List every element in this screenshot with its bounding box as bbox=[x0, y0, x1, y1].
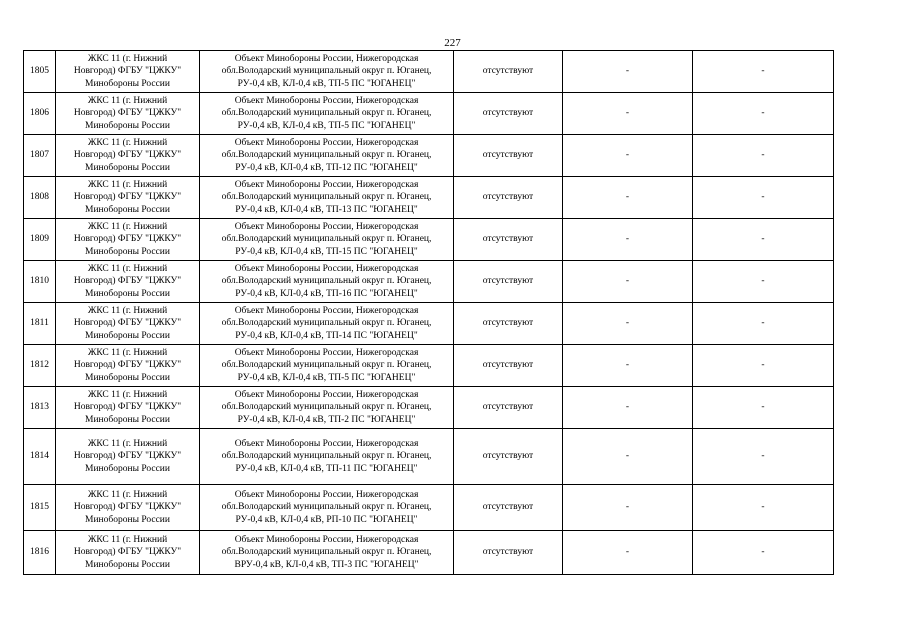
dash-cell: - bbox=[563, 429, 693, 485]
owner-line: Минобороны России bbox=[85, 162, 170, 173]
status-cell: отсутствуют bbox=[454, 219, 563, 261]
dash-cell: - bbox=[693, 387, 834, 429]
object-line: обл.Володарский муниципальный округ п. Юганец, bbox=[221, 276, 432, 287]
dash-cell: - bbox=[693, 135, 834, 177]
status-cell: отсутствуют bbox=[454, 135, 563, 177]
table-row bbox=[24, 219, 834, 261]
owner-line: Минобороны России bbox=[85, 246, 170, 257]
object-line: обл.Володарский муниципальный округ п. Юганец, bbox=[221, 402, 432, 413]
registry-table-body bbox=[24, 51, 834, 575]
owner-line: Новгород) ФГБУ "ЦЖКУ" bbox=[73, 402, 182, 413]
dash-cell: - bbox=[693, 51, 834, 93]
owner-line: Новгород) ФГБУ "ЦЖКУ" bbox=[73, 502, 182, 513]
owner-line: Новгород) ФГБУ "ЦЖКУ" bbox=[73, 66, 182, 77]
dash-cell: - bbox=[693, 177, 834, 219]
row-number-cell: 1809 bbox=[24, 219, 56, 261]
object-line: РУ-0,4 кВ, КЛ-0,4 кВ, ТП-5 ПС "ЮГАНЕЦ" bbox=[237, 120, 416, 131]
table-row bbox=[24, 387, 834, 429]
owner-line: ЖКС 11 (г. Нижний bbox=[87, 137, 168, 148]
owner-cell bbox=[56, 93, 200, 135]
dash-cell: - bbox=[693, 261, 834, 303]
row-number-cell: 1808 bbox=[24, 177, 56, 219]
status-cell: отсутствуют bbox=[454, 303, 563, 345]
object-line: Объект Минобороны России, Нижегородская bbox=[234, 221, 419, 232]
object-line: обл.Володарский муниципальный округ п. Юганец, bbox=[221, 318, 432, 329]
object-line: РУ-0,4 кВ, КЛ-0,4 кВ, ТП-2 ПС "ЮГАНЕЦ" bbox=[237, 414, 416, 425]
owner-line: Минобороны России bbox=[85, 330, 170, 341]
owner-cell bbox=[56, 387, 200, 429]
owner-line: Минобороны России bbox=[85, 514, 170, 525]
dash-cell: - bbox=[693, 93, 834, 135]
owner-line: Минобороны России bbox=[85, 372, 170, 383]
status-cell: отсутствуют bbox=[454, 387, 563, 429]
object-cell bbox=[200, 261, 454, 303]
row-number-cell: 1810 bbox=[24, 261, 56, 303]
owner-line: ЖКС 11 (г. Нижний bbox=[87, 438, 168, 449]
object-line: РУ-0,4 кВ, КЛ-0,4 кВ, ТП-5 ПС "ЮГАНЕЦ" bbox=[237, 372, 416, 383]
dash-cell: - bbox=[563, 219, 693, 261]
owner-line: ЖКС 11 (г. Нижний bbox=[87, 489, 168, 500]
row-number-cell: 1813 bbox=[24, 387, 56, 429]
object-line: обл.Володарский муниципальный округ п. Юганец, bbox=[221, 502, 432, 513]
owner-line: Минобороны России bbox=[85, 204, 170, 215]
object-line: РУ-0,4 кВ, КЛ-0,4 кВ, ТП-11 ПС "ЮГАНЕЦ" bbox=[235, 463, 418, 474]
owner-line: Новгород) ФГБУ "ЦЖКУ" bbox=[73, 276, 182, 287]
object-cell bbox=[200, 387, 454, 429]
object-cell bbox=[200, 93, 454, 135]
owner-line: Минобороны России bbox=[85, 463, 170, 474]
table-row bbox=[24, 261, 834, 303]
row-number-cell: 1811 bbox=[24, 303, 56, 345]
registry-table bbox=[23, 50, 834, 575]
row-number-cell: 1814 bbox=[24, 429, 56, 485]
object-line: РУ-0,4 кВ, КЛ-0,4 кВ, РП-10 ПС "ЮГАНЕЦ" bbox=[235, 514, 418, 525]
status-cell: отсутствуют bbox=[454, 93, 563, 135]
object-line: обл.Володарский муниципальный округ п. Юганец, bbox=[221, 66, 432, 77]
dash-cell: - bbox=[563, 51, 693, 93]
object-line: обл.Володарский муниципальный округ п. Юганец, bbox=[221, 150, 432, 161]
object-line: Объект Минобороны России, Нижегородская bbox=[234, 389, 419, 400]
table-row bbox=[24, 429, 834, 485]
dash-cell: - bbox=[693, 303, 834, 345]
object-cell bbox=[200, 135, 454, 177]
owner-line: ЖКС 11 (г. Нижний bbox=[87, 263, 168, 274]
object-line: Объект Минобороны России, Нижегородская bbox=[234, 534, 419, 545]
object-line: РУ-0,4 кВ, КЛ-0,4 кВ, ТП-15 ПС "ЮГАНЕЦ" bbox=[235, 246, 418, 257]
owner-cell bbox=[56, 303, 200, 345]
object-cell bbox=[200, 345, 454, 387]
row-number-cell: 1815 bbox=[24, 485, 56, 531]
status-cell: отсутствуют bbox=[454, 261, 563, 303]
row-number-cell: 1816 bbox=[24, 531, 56, 575]
table-row bbox=[24, 93, 834, 135]
object-cell bbox=[200, 303, 454, 345]
table-row bbox=[24, 135, 834, 177]
object-cell bbox=[200, 485, 454, 531]
status-cell: отсутствуют bbox=[454, 531, 563, 575]
row-number-cell: 1812 bbox=[24, 345, 56, 387]
row-number-cell: 1807 bbox=[24, 135, 56, 177]
owner-line: Новгород) ФГБУ "ЦЖКУ" bbox=[73, 234, 182, 245]
object-cell bbox=[200, 51, 454, 93]
owner-cell bbox=[56, 429, 200, 485]
object-line: Объект Минобороны России, Нижегородская bbox=[234, 53, 419, 64]
table-row bbox=[24, 51, 834, 93]
owner-cell bbox=[56, 531, 200, 575]
object-cell bbox=[200, 531, 454, 575]
object-line: РУ-0,4 кВ, КЛ-0,4 кВ, ТП-13 ПС "ЮГАНЕЦ" bbox=[235, 204, 418, 215]
owner-cell bbox=[56, 177, 200, 219]
object-line: Объект Минобороны России, Нижегородская bbox=[234, 489, 419, 500]
owner-line: ЖКС 11 (г. Нижний bbox=[87, 305, 168, 316]
status-cell: отсутствуют bbox=[454, 429, 563, 485]
owner-line: Новгород) ФГБУ "ЦЖКУ" bbox=[73, 547, 182, 558]
owner-line: Минобороны России bbox=[85, 559, 170, 570]
dash-cell: - bbox=[693, 531, 834, 575]
owner-cell bbox=[56, 261, 200, 303]
dash-cell: - bbox=[563, 387, 693, 429]
dash-cell: - bbox=[563, 485, 693, 531]
object-line: обл.Володарский муниципальный округ п. Юганец, bbox=[221, 108, 432, 119]
owner-line: Новгород) ФГБУ "ЦЖКУ" bbox=[73, 108, 182, 119]
object-line: РУ-0,4 кВ, КЛ-0,4 кВ, ТП-5 ПС "ЮГАНЕЦ" bbox=[237, 78, 416, 89]
owner-cell bbox=[56, 485, 200, 531]
table-row bbox=[24, 345, 834, 387]
owner-line: Минобороны России bbox=[85, 120, 170, 131]
table-row bbox=[24, 485, 834, 531]
object-line: РУ-0,4 кВ, КЛ-0,4 кВ, ТП-16 ПС "ЮГАНЕЦ" bbox=[235, 288, 418, 299]
owner-cell bbox=[56, 219, 200, 261]
object-line: Объект Минобороны России, Нижегородская bbox=[234, 347, 419, 358]
owner-line: Минобороны России bbox=[85, 78, 170, 89]
object-line: Объект Минобороны России, Нижегородская bbox=[234, 179, 419, 190]
row-number-cell: 1806 bbox=[24, 93, 56, 135]
owner-line: ЖКС 11 (г. Нижний bbox=[87, 221, 168, 232]
object-line: обл.Володарский муниципальный округ п. Юганец, bbox=[221, 360, 432, 371]
owner-line: Минобороны России bbox=[85, 288, 170, 299]
owner-line: Новгород) ФГБУ "ЦЖКУ" bbox=[73, 318, 182, 329]
status-cell: отсутствуют bbox=[454, 51, 563, 93]
row-number-cell: 1805 bbox=[24, 51, 56, 93]
dash-cell: - bbox=[693, 345, 834, 387]
object-cell bbox=[200, 219, 454, 261]
object-line: Объект Минобороны России, Нижегородская bbox=[234, 305, 419, 316]
dash-cell: - bbox=[563, 345, 693, 387]
object-line: Объект Минобороны России, Нижегородская bbox=[234, 438, 419, 449]
object-cell bbox=[200, 177, 454, 219]
object-line: обл.Володарский муниципальный округ п. Юганец, bbox=[221, 547, 432, 558]
owner-line: ЖКС 11 (г. Нижний bbox=[87, 95, 168, 106]
dash-cell: - bbox=[563, 93, 693, 135]
dash-cell: - bbox=[693, 485, 834, 531]
owner-line: Новгород) ФГБУ "ЦЖКУ" bbox=[73, 192, 182, 203]
owner-line: Новгород) ФГБУ "ЦЖКУ" bbox=[73, 150, 182, 161]
table-row bbox=[24, 531, 834, 575]
object-line: РУ-0,4 кВ, КЛ-0,4 кВ, ТП-12 ПС "ЮГАНЕЦ" bbox=[235, 162, 418, 173]
object-line: обл.Володарский муниципальный округ п. Юганец, bbox=[221, 234, 432, 245]
dash-cell: - bbox=[563, 531, 693, 575]
table-row bbox=[24, 303, 834, 345]
dash-cell: - bbox=[693, 429, 834, 485]
owner-line: Минобороны России bbox=[85, 414, 170, 425]
owner-line: Новгород) ФГБУ "ЦЖКУ" bbox=[73, 451, 182, 462]
status-cell: отсутствуют bbox=[454, 485, 563, 531]
dash-cell: - bbox=[563, 261, 693, 303]
owner-cell bbox=[56, 345, 200, 387]
owner-line: Новгород) ФГБУ "ЦЖКУ" bbox=[73, 360, 182, 371]
owner-line: ЖКС 11 (г. Нижний bbox=[87, 53, 168, 64]
object-line: Объект Минобороны России, Нижегородская bbox=[234, 95, 419, 106]
dash-cell: - bbox=[563, 177, 693, 219]
object-line: обл.Володарский муниципальный округ п. Юганец, bbox=[221, 451, 432, 462]
object-line: Объект Минобороны России, Нижегородская bbox=[234, 263, 419, 274]
status-cell: отсутствуют bbox=[454, 177, 563, 219]
object-cell bbox=[200, 429, 454, 485]
owner-cell bbox=[56, 51, 200, 93]
owner-line: ЖКС 11 (г. Нижний bbox=[87, 347, 168, 358]
dash-cell: - bbox=[563, 135, 693, 177]
owner-line: ЖКС 11 (г. Нижний bbox=[87, 389, 168, 400]
page-number: 227 bbox=[444, 37, 461, 49]
object-line: РУ-0,4 кВ, КЛ-0,4 кВ, ТП-14 ПС "ЮГАНЕЦ" bbox=[235, 330, 418, 341]
object-line: обл.Володарский муниципальный округ п. Юганец, bbox=[221, 192, 432, 203]
status-cell: отсутствуют bbox=[454, 345, 563, 387]
owner-cell bbox=[56, 135, 200, 177]
dash-cell: - bbox=[563, 303, 693, 345]
dash-cell: - bbox=[693, 219, 834, 261]
owner-line: ЖКС 11 (г. Нижний bbox=[87, 534, 168, 545]
table-row bbox=[24, 177, 834, 219]
object-line: Объект Минобороны России, Нижегородская bbox=[234, 137, 419, 148]
owner-line: ЖКС 11 (г. Нижний bbox=[87, 179, 168, 190]
object-line: ВРУ-0,4 кВ, КЛ-0,4 кВ, ТП-3 ПС "ЮГАНЕЦ" bbox=[234, 559, 419, 570]
